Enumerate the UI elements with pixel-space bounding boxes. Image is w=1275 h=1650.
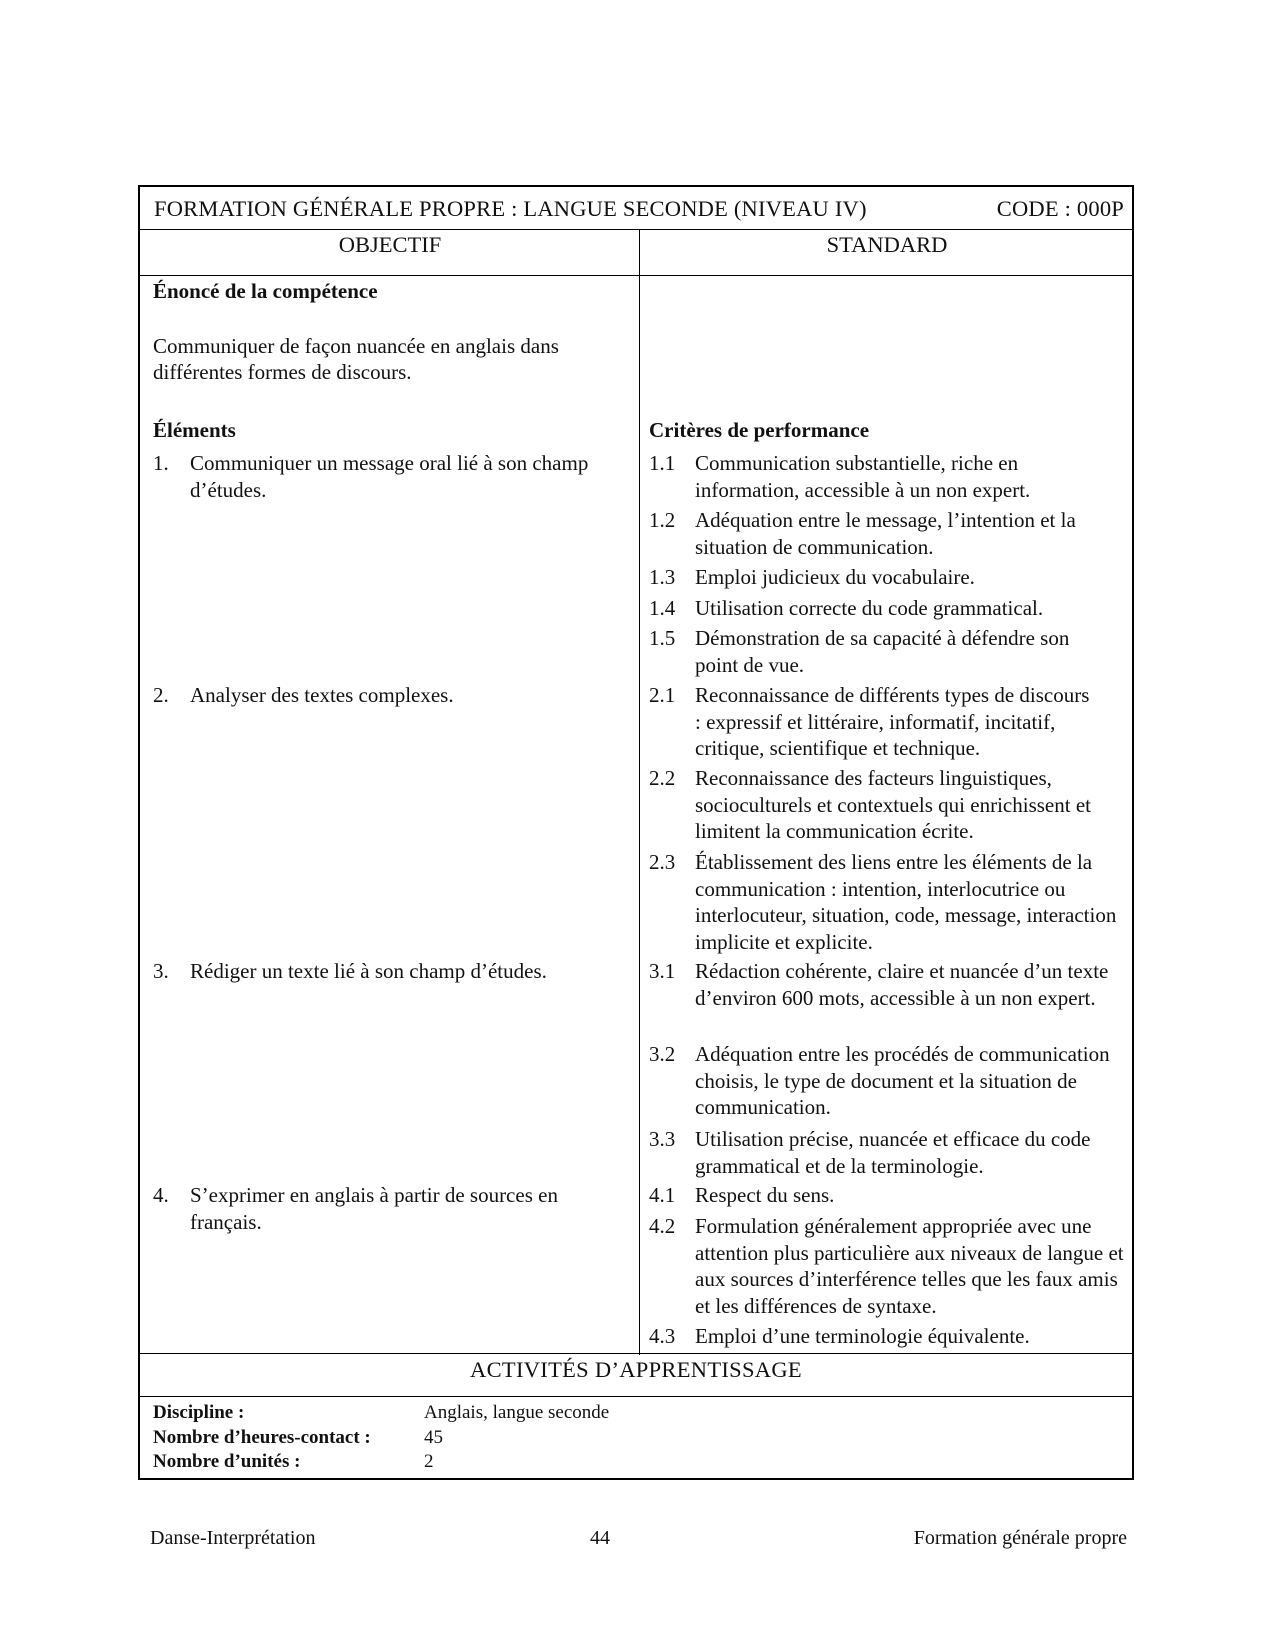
critere-item: 1.2 Adéquation entre le message, l’intention et la situation de communication.	[649, 508, 1076, 559]
footer-page-number: 44	[590, 1527, 610, 1549]
competence-text-line-2: différentes formes de discours.	[153, 360, 412, 384]
column-divider	[639, 229, 640, 1355]
competence-text-line-1: Communiquer de façon nuancée en anglais dans	[153, 334, 559, 358]
meta-row-discipline: Discipline : Anglais, langue seconde	[153, 1402, 610, 1423]
critere-item: 1.3 Emploi judicieux du vocabulaire.	[649, 565, 975, 589]
criteres-heading: Critères de performance	[649, 418, 870, 442]
critere-item: 1.1 Communication substantielle, riche en information, accessible à un non expert.	[649, 451, 1031, 502]
course-code: CODE : 000P	[996, 196, 1124, 221]
activities-meta	[153, 1401, 609, 1475]
critere-item: 3.2 Adéquation entre les procédés de communication choisis, le type de document et la situation de communication.	[649, 1042, 1110, 1119]
course-table	[138, 185, 1134, 1480]
critere-item: 1.4 Utilisation correcte du code grammatical.	[649, 596, 1044, 620]
critere-item: 2.3 Établissement des liens entre les éléments de la communication : intention, interlocutrice ou interlocuteur, situation, code, message, interaction implicite et explicite.	[649, 850, 1117, 954]
critere-item: 2.1 Reconnaissance de différents types de discours : expressif et littéraire, informatif, incitatif, critique, scientifique et technique.	[649, 683, 1090, 760]
elements-heading: Éléments	[153, 418, 236, 442]
column-header-objectif: OBJECTIF	[338, 232, 442, 257]
critere-item: 4.3 Emploi d’une terminologie équivalente.	[649, 1324, 1030, 1348]
critere-item: 4.1 Respect du sens.	[649, 1183, 835, 1207]
critere-item: 3.1 Rédaction cohérente, claire et nuancée d’un texte d’environ 600 mots, accessible à un non expert.	[649, 959, 1109, 1010]
footer-program: Danse-Interprétation	[150, 1527, 316, 1549]
element-item: 4. S’exprimer en anglais à partir de sources en français.	[153, 1183, 558, 1234]
critere-item: 3.3 Utilisation précise, nuancée et efficace du code grammatical et de la terminologie.	[649, 1127, 1091, 1178]
critere-item: 2.2 Reconnaissance des facteurs linguistiques, socioculturels et contextuels qui enrichissent et limitent la communication écrite.	[649, 766, 1091, 843]
table-title-row	[154, 196, 1124, 222]
element-item: 2. Analyser des textes complexes.	[153, 683, 454, 707]
critere-item: 4.2 Formulation généralement appropriée avec une attention plus particulière aux niveaux de langue et aux sources d’interférence telles que les faux amis et les différences de syntaxe.	[649, 1214, 1124, 1318]
divider	[140, 275, 1132, 276]
element-item: 1. Communiquer un message oral lié à son champ d’études.	[153, 451, 589, 502]
footer-section: Formation générale propre	[913, 1527, 1127, 1549]
meta-row-heures: Nombre d’heures-contact : 45	[153, 1426, 443, 1448]
critere-item: 1.5 Démonstration de sa capacité à défendre son point de vue.	[649, 626, 1070, 677]
activities-title: ACTIVITÉS D’APPRENTISSAGE	[470, 1357, 802, 1382]
divider	[140, 1396, 1132, 1397]
column-header-standard: STANDARD	[826, 232, 948, 257]
divider	[140, 1353, 1132, 1354]
element-item: 3. Rédiger un texte lié à son champ d’études.	[153, 959, 547, 983]
competence-heading: Énoncé de la compétence	[153, 279, 378, 303]
meta-row-unites: Nombre d’unités : 2	[153, 1451, 434, 1472]
divider	[140, 229, 1132, 230]
course-title: FORMATION GÉNÉRALE PROPRE : LANGUE SECONDE (NIVEAU IV)	[154, 196, 867, 221]
